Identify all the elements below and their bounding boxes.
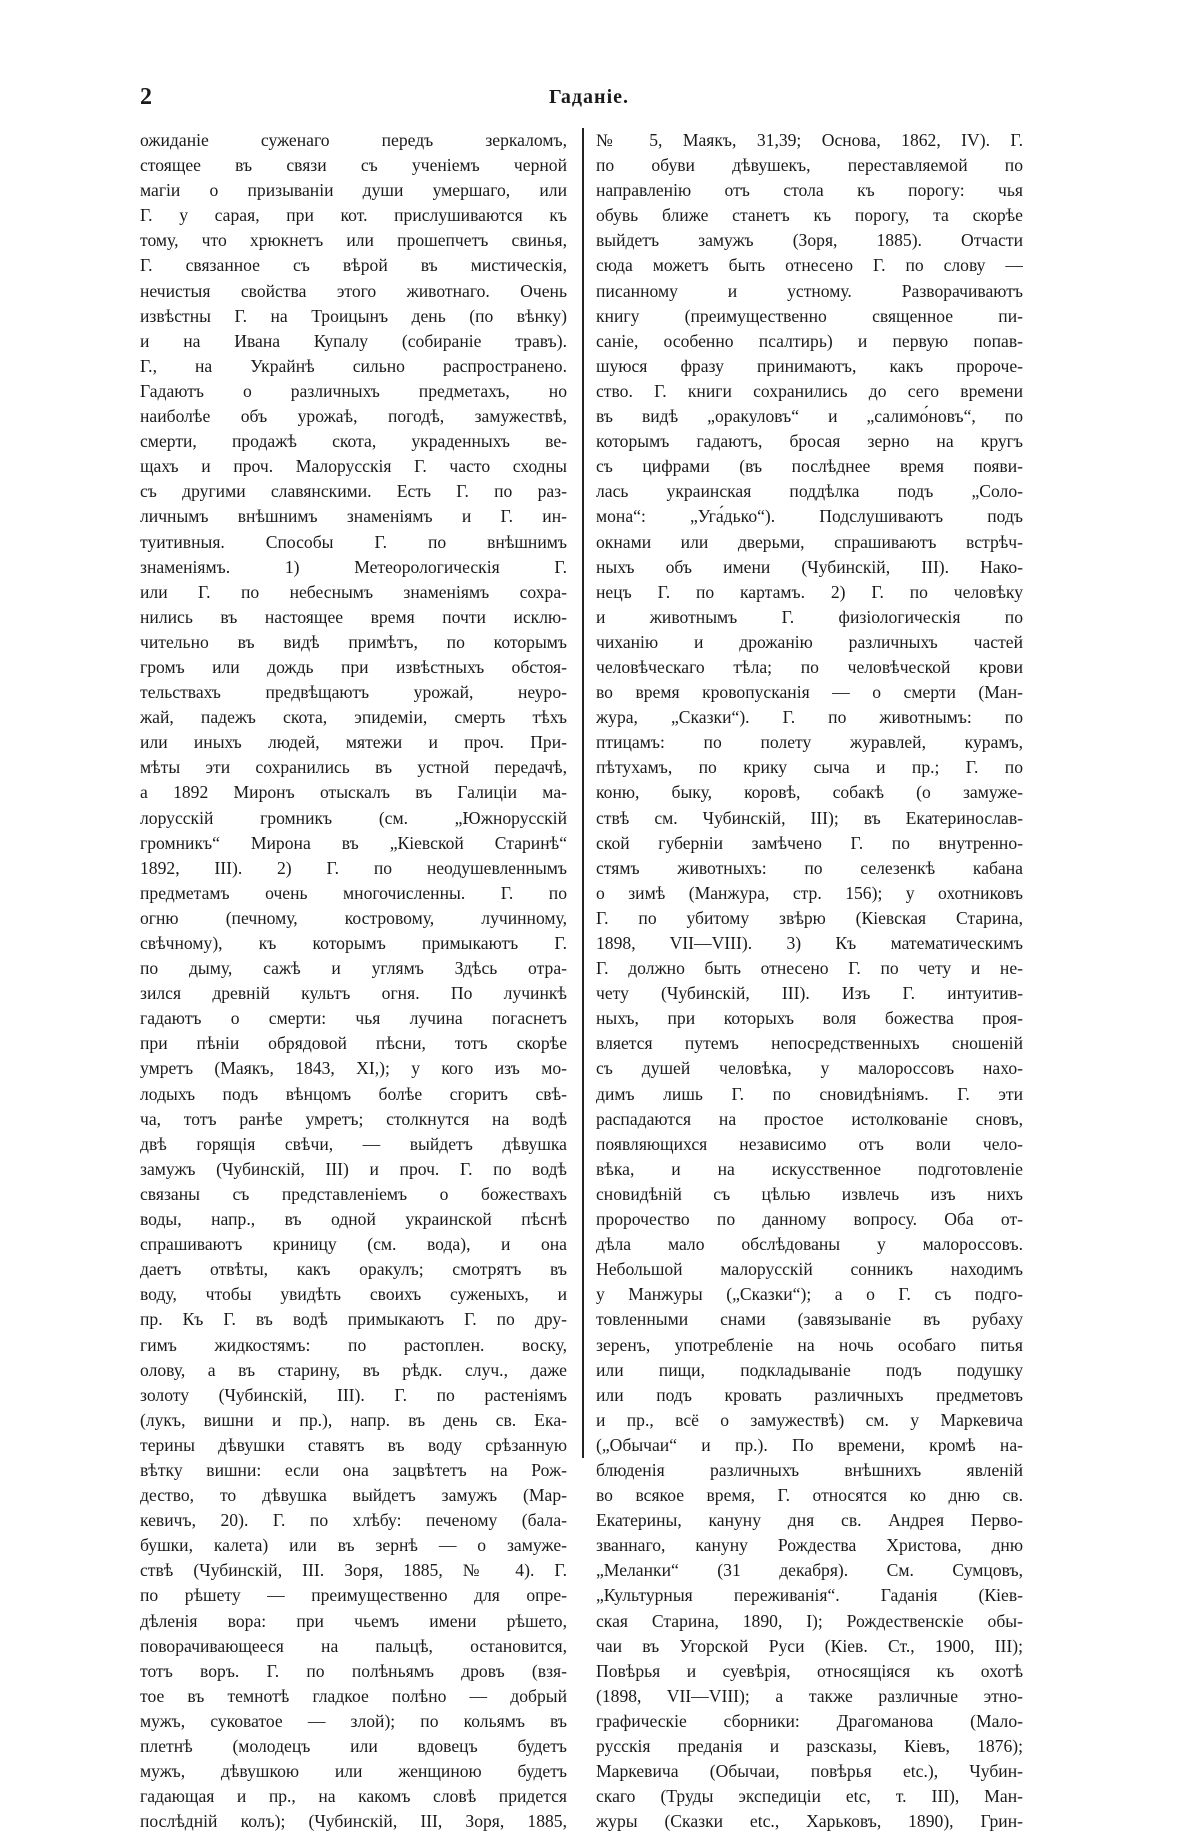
text-line: во всякое время, Г. относятся ко дню св. [596,1485,1023,1506]
text-line: вляется путемъ непосредственныхъ сношеній [596,1033,1023,1054]
text-line: плетнѣ (молодецъ или вдовецъ будетъ [140,1736,567,1756]
text-line: о зимѣ (Манжура, стр. 156); у охотниковъ [596,882,1023,903]
text-line: пѣтухамъ, по крику сыча и пр.; Г. по [596,757,1023,778]
text-line: у Манжуры („Сказки“); а о Г. съ подго- [596,1284,1023,1305]
text-line: книгу (преимущественно священное пи- [596,305,1023,326]
text-line: или пищи, подкладываніе подъ подушку [596,1359,1023,1380]
text-line: графическіе сборники: Драгоманова (Мало- [596,1710,1023,1731]
text-line: товленными снами (завязываніе въ рубаху [596,1309,1023,1330]
text-line: дѣленія вора: при чьемъ имени рѣшето, [140,1610,567,1631]
text-line: русскія преданія и разсказы, Кіевъ, 1876); [596,1736,1023,1756]
text-line: ныхъ, при которыхъ воля божества проя- [596,1008,1023,1029]
text-line: гимъ жидкостямъ: по растоплен. воску, [140,1334,567,1355]
text-line: и на Ивана Купалу (собираніе травъ). [140,330,567,351]
text-line: птицамъ: по полету журавлей, курамъ, [596,732,1023,753]
text-line: Г. связанное съ вѣрой въ мистическія, [140,255,567,276]
text-line: вѣтку вишни: если она зацвѣтетъ на Рож- [140,1459,567,1480]
text-line: поворачивающееся на пальцѣ, остановится, [140,1635,567,1656]
text-line: зился древній культъ огня. По лучинкѣ [140,983,567,1004]
text-line: появляющихся независимо отъ воли чело- [596,1133,1023,1154]
text-line: связаны съ представленіемъ о божествахъ [140,1183,567,1204]
text-line: щахъ и проч. Малорусскія Г. часто сходны [140,456,567,477]
text-line: выйдетъ замужъ (Зоря, 1885). Отчасти [596,230,1023,251]
text-line: туитивныя. Способы Г. по внѣшнимъ [140,531,567,552]
text-line: („Обычаи“ и пр.). По времени, кромѣ на- [596,1434,1023,1455]
text-line: наиболѣе объ урожаѣ, погодѣ, замужествѣ, [140,406,567,427]
text-line: 1892, III). 2) Г. по неодушевленнымъ [140,857,567,878]
text-line: коню, быку, коровѣ, собакѣ (о замуже- [596,782,1023,803]
text-line: зеренъ, употребленіе на ночь особаго питья [596,1334,1023,1355]
text-line: олову, а въ старину, въ рѣдк. случ., даже [140,1359,567,1380]
text-line: Г. у сарая, при кот. прислушиваются къ [140,205,567,226]
text-line: гадающая и пр., на какомъ словѣ придется [140,1786,567,1807]
text-line: ство. Г. книги сохранились до сего времени [596,380,1023,401]
text-line: гадаютъ о смерти: чья лучина погаснетъ [140,1008,567,1029]
text-line: въ видѣ „оракуловъ“ и „салимо́новъ“, по [596,406,1023,427]
text-line: кевичъ, 20). Г. по хлѣбу: печеному (бала- [140,1510,567,1531]
text-line: Гадаютъ о различныхъ предметахъ, но [140,380,567,401]
text-line: званнаго, кануну Рождества Христова, дню [596,1535,1023,1556]
text-line: ствѣ см. Чубинскій, III); въ Екатеринослав- [596,807,1023,828]
text-line: жай, падежъ скота, эпидеміи, смерть тѣхъ [140,707,567,728]
text-line: тое въ темнотѣ гладкое полѣно — добрый [140,1685,567,1706]
text-line: „Культурныя переживанія“. Гаданія (Кіев- [596,1585,1023,1606]
text-line: воды, напр., въ одной украинской пѣснѣ [140,1209,567,1230]
text-line: стямъ животныхъ: по селезенкѣ кабана [596,857,1023,878]
text-line: свѣчному), къ которымъ примыкаютъ Г. [140,933,567,953]
text-line: 1898, VII—VIII). 3) Къ математическимъ [596,933,1023,953]
text-line: золоту (Чубинскій, III). Г. по растеніямъ [140,1384,567,1405]
text-line: при пѣніи обрядовой пѣсни, тотъ скорѣе [140,1033,567,1054]
text-line: съ другими славянскими. Есть Г. по раз- [140,481,567,502]
text-line: жура, „Сказки“). Г. по животнымъ: по [596,707,1023,728]
right-column [596,128,1023,1834]
text-line: стоящее въ связи съ ученіемъ черной [140,155,567,176]
text-line: пр. Къ Г. въ водѣ примыкаютъ Г. по дру- [140,1309,567,1330]
text-line: терины дѣвушки ставятъ въ воду срѣзанную [140,1434,567,1455]
column-divider [582,128,584,1458]
text-line: или подъ кровать различныхъ предметовъ [596,1384,1023,1405]
text-line: Г. по убитому звѣрю (Кіевская Старина, [596,907,1023,928]
left-column [140,128,567,1834]
text-line: лодыхъ подъ вѣнцомъ болѣе сгоритъ свѣ- [140,1083,567,1104]
text-line: обувь ближе станетъ къ порогу, та скорѣе [596,205,1023,226]
text-line: нецъ Г. по картамъ. 2) Г. по человѣку [596,581,1023,602]
text-line: мѣты эти сохранились въ устной передачѣ, [140,757,567,778]
text-line: а 1892 Миронъ отыскалъ въ Галиціи ма- [140,782,567,803]
text-line: во время кровопусканія — о смерти (Ман- [596,682,1023,703]
text-line: дѣла мало обслѣдованы у малороссовъ. [596,1234,1023,1255]
text-line: послѣдній колъ); (Чубинскій, III, Зоря, 1885, [140,1811,567,1832]
text-line: шуюся фразу принимаютъ, какъ пророче- [596,355,1023,376]
text-line: чиханію и дрожанію различныхъ частей [596,631,1023,652]
text-line: сюда можетъ быть отнесено Г. по слову — [596,255,1023,276]
text-line: ожиданіе суженаго передъ зеркаломъ, [140,130,567,150]
text-line: ныхъ объ имени (Чубинскій, III). Нако- [596,556,1023,577]
text-line: и животнымъ Г. физіологическія по [596,606,1023,627]
text-line: чительно въ видѣ примѣтъ, по которымъ [140,631,567,652]
text-line: пророчество по данному вопросу. Оба от- [596,1209,1023,1230]
text-line: Г. должно быть отнесено Г. по чету и не- [596,958,1023,979]
text-line: Екатерины, кануну дня св. Андрея Перво- [596,1510,1023,1531]
text-line: № 5, Маякъ, 31,39; Основа, 1862, IV). Г. [596,130,1023,150]
text-line: ской губерніи замѣчено Г. по внутренно- [596,832,1023,853]
text-line: Повѣрья и суевѣрія, относящіяся къ охотѣ [596,1660,1023,1681]
text-line: вѣка, и на искусственное подготовленіе [596,1158,1023,1179]
page-number: 2 [140,84,152,110]
text-line: чаи въ Угорской Руси (Кіев. Ст., 1900, III); [596,1635,1023,1656]
text-line: магіи о призываніи души умершаго, или [140,180,567,201]
text-line: мужъ, дѣвушкою или женщиною будетъ [140,1761,567,1782]
text-line: саніе, особенно псалтирь) и первую попав- [596,330,1023,351]
text-line: даетъ отвѣты, какъ оракулъ; смотрятъ въ [140,1259,567,1280]
text-line: извѣстны Г. на Троицынъ день (по вѣнку) [140,305,567,326]
text-line: блюденія различныхъ внѣшнихъ явленій [596,1459,1023,1480]
text-line: Г., на Украйнѣ сильно распространено. [140,355,567,376]
text-line: знаменіямъ. 1) Метеорологическія Г. [140,556,567,577]
text-line: предметамъ очень многочисленны. Г. по [140,882,567,903]
text-line: или иныхъ людей, мятежи и проч. При- [140,732,567,753]
text-line: спрашиваютъ криницу (см. вода), и она [140,1234,567,1255]
text-line: умретъ (Маякъ, 1843, XI,); у кого изъ мо- [140,1058,567,1079]
text-line: ствѣ (Чубинскій, III. Зоря, 1885, № 4). Г. [140,1560,567,1581]
text-line: воду, чтобы увидѣть своихъ суженыхъ, и [140,1284,567,1305]
text-line: съ цифрами (въ послѣднее время появи- [596,456,1023,477]
text-line: двѣ горящія свѣчи, — выйдетъ дѣвушка [140,1133,567,1154]
text-line: димъ лишь Г. по сновидѣніямъ. Г. эти [596,1083,1023,1104]
text-line: мона“: „Уга́дько“). Подслушиваютъ подъ [596,506,1023,527]
text-line: которымъ гадаютъ, бросая зерно на кругъ [596,431,1023,452]
text-line: сновидѣній съ цѣлью извлечь изъ нихъ [596,1183,1023,1204]
text-line: и пр., всё о замужествѣ) см. у Маркевича [596,1409,1023,1430]
text-line: журы (Сказки etc., Харьковъ, 1890), Грин- [596,1811,1023,1832]
text-line: громникъ“ Мирона въ „Кіевской Старинѣ“ [140,832,567,853]
text-line: скаго (Труды экспедиціи etc, т. III), Ман- [596,1786,1023,1807]
page-header [140,84,1038,118]
text-line: или Г. по небеснымъ знаменіямъ сохра- [140,581,567,602]
text-line: громъ или дождь при извѣстныхъ обстоя- [140,656,567,677]
text-line: чету (Чубинскій, III). Изъ Г. интуитив- [596,983,1023,1004]
text-line: по обуви дѣвушекъ, переставляемой по [596,155,1023,176]
running-title: Гаданіе. [548,86,630,108]
text-line: смерти, продажѣ скота, украденныхъ ве- [140,431,567,452]
text-line: Маркевича (Обычаи, повѣрья etc.), Чубин- [596,1761,1023,1782]
text-line: тельствахъ предвѣщаютъ урожай, неуро- [140,682,567,703]
text-line: (лукъ, вишни и пр.), напр. въ день св. Ека- [140,1409,567,1430]
text-line: по рѣшету — преимущественно для опре- [140,1585,567,1606]
text-line: лась украинская поддѣлка подъ „Соло- [596,481,1023,502]
text-line: огню (печному, костровому, лучинному, [140,907,567,928]
text-line: окнами или дверьми, спрашиваютъ встрѣч- [596,531,1023,552]
text-line: замужъ (Чубинскій, III) и проч. Г. по водѣ [140,1158,567,1179]
text-line: по дыму, сажѣ и углямъ Здѣсь отра- [140,958,567,979]
text-line: ча, тотъ ранѣе умретъ; столкнутся на водѣ [140,1108,567,1129]
text-line: мужъ, суковатое — злой); по кольямъ въ [140,1710,567,1731]
text-line: тому, что хрюкнетъ или прошепчетъ свинья, [140,230,567,251]
text-line: Небольшой малорусскій сонникъ находимъ [596,1259,1023,1280]
text-line: человѣческаго тѣла; по человѣческой крови [596,656,1023,677]
text-line: личнымъ внѣшнимъ знаменіямъ и Г. ин- [140,506,567,527]
text-line: лорусскій громникъ (см. „Южнорусскій [140,807,567,828]
text-line: писанному и устному. Разворачиваютъ [596,280,1023,301]
text-line: (1898, VII—VIII); а также различные этно- [596,1685,1023,1706]
text-line: нились въ настоящее время почти исклю- [140,606,567,627]
text-line: бушки, калета) или въ зернѣ — о замуже- [140,1535,567,1556]
text-line: нечистыя свойства этого животнаго. Очень [140,280,567,301]
text-line: тотъ воръ. Г. по полѣньямъ дровъ (взя- [140,1660,567,1681]
text-line: „Меланки“ (31 декабря). См. Сумцовъ, [596,1560,1023,1581]
text-line: дество, то дѣвушка выйдетъ замужъ (Мар- [140,1485,567,1506]
text-line: направленію отъ стола къ порогу: чья [596,180,1023,201]
text-line: ская Старина, 1890, I); Рождественскіе обы- [596,1610,1023,1631]
text-line: распадаются на простое истолкованіе сновъ, [596,1108,1023,1129]
text-line: съ душей человѣка, у малороссовъ нахо- [596,1058,1023,1079]
